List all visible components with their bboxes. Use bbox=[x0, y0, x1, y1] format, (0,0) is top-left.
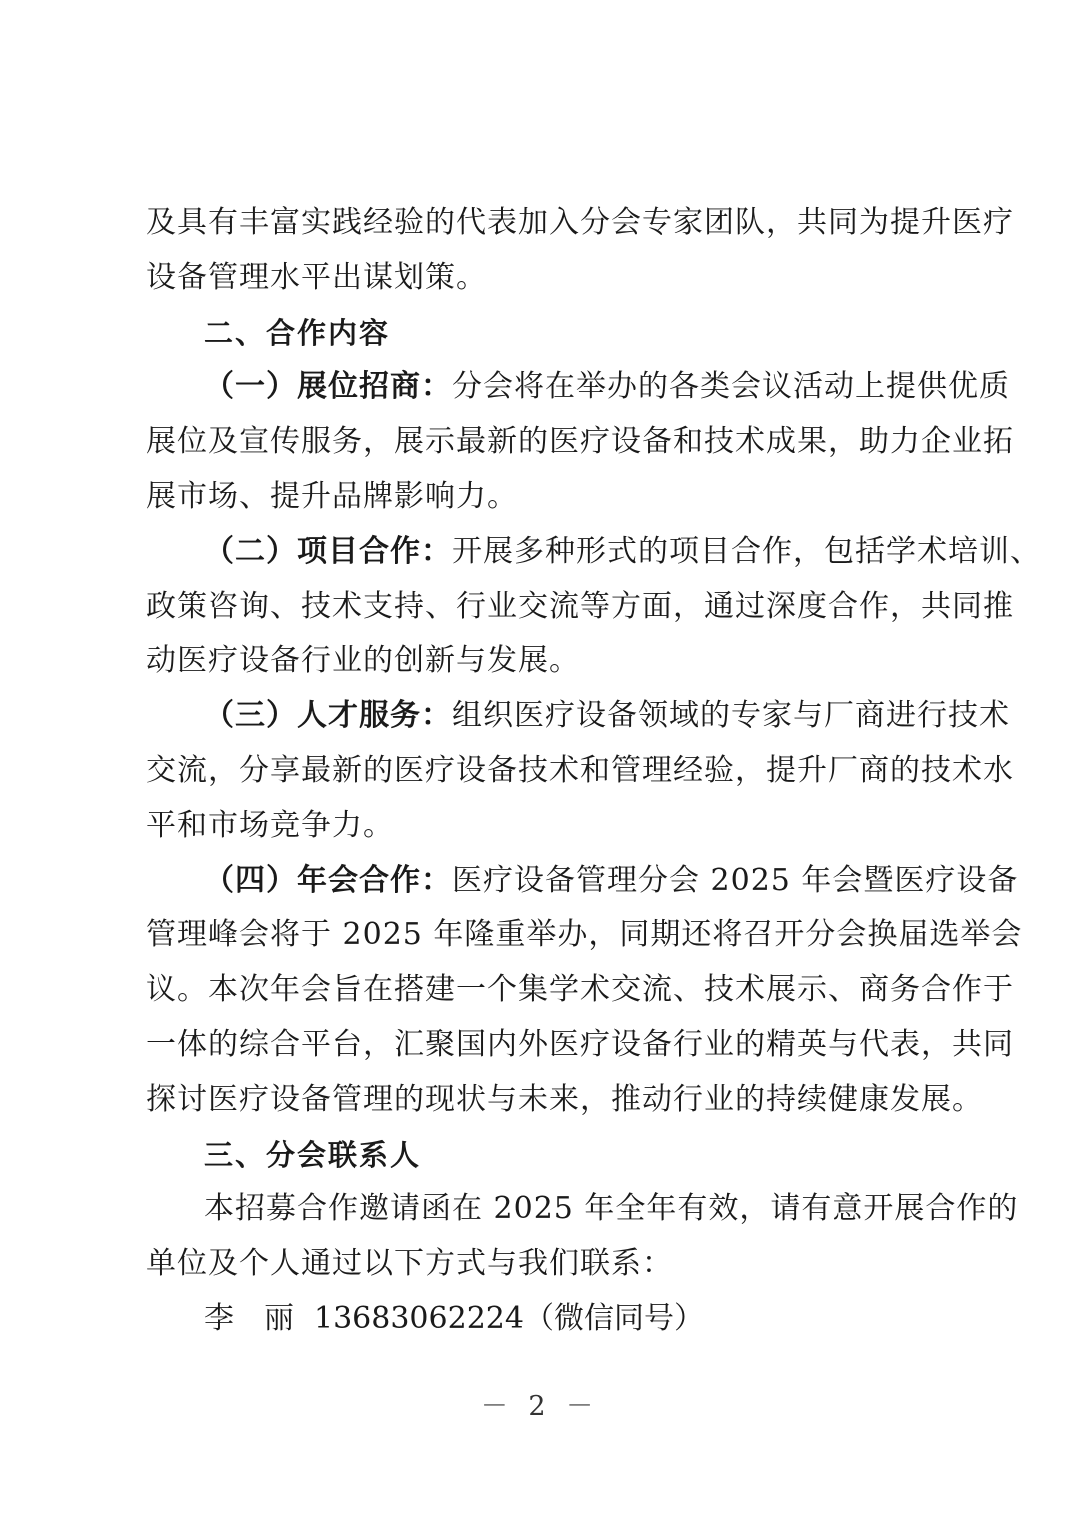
item-booth-line-3: 展市场、提升品牌影响力。 bbox=[146, 478, 518, 514]
item-annual-label: （四）年会合作： bbox=[204, 862, 452, 898]
contact-intro-line-1: 本招募合作邀请函在 2025 年全年有效，请有意开展合作的 bbox=[204, 1191, 1019, 1227]
item-talent-label: （三）人才服务： bbox=[204, 698, 452, 734]
item-talent-text: 组织医疗设备领域的专家与厂商进行技术 bbox=[452, 698, 1010, 734]
intro-line-2: 设备管理水平出谋划策。 bbox=[146, 259, 487, 295]
page-number: － 2 － bbox=[480, 1391, 600, 1422]
item-project-line-2: 政策咨询、技术支持、行业交流等方面，通过深度合作，共同推 bbox=[146, 588, 1014, 624]
contact-name: 李 丽 bbox=[204, 1300, 294, 1336]
item-booth-label: （一）展位招商： bbox=[204, 369, 452, 405]
item-annual-line-3: 议。本次年会旨在搭建一个集学术交流、技术展示、商务合作于 bbox=[146, 972, 1014, 1008]
item-booth-line-2: 展位及宣传服务，展示最新的医疗设备和技术成果，助力企业拓 bbox=[146, 424, 1014, 460]
section-heading-cooperation: 二、合作内容 bbox=[204, 315, 391, 350]
intro-line-1: 及具有丰富实践经验的代表加入分会专家团队，共同为提升医疗 bbox=[146, 205, 1014, 240]
item-annual-text: 医疗设备管理分会 2025 年会暨医疗设备 bbox=[452, 862, 1019, 898]
item-booth-line-1 bbox=[146, 360, 1010, 415]
item-talent-line-1 bbox=[146, 689, 1010, 744]
item-project-line-1 bbox=[146, 525, 1041, 580]
item-project-label: （二）项目合作： bbox=[204, 533, 452, 569]
contact-intro-line-2: 单位及个人通过以下方式与我们联系： bbox=[146, 1246, 673, 1282]
contact-person bbox=[146, 1292, 946, 1347]
item-annual-line-4: 一体的综合平台，汇聚国内外医疗设备行业的精英与代表，共同 bbox=[146, 1026, 1014, 1062]
item-project-line-3: 动医疗设备行业的创新与发展。 bbox=[146, 643, 580, 679]
item-annual-line-1 bbox=[146, 854, 1019, 909]
item-talent-line-3: 平和市场竞争力。 bbox=[146, 807, 394, 843]
item-annual-line-5: 探讨医疗设备管理的现状与未来，推动行业的持续健康发展。 bbox=[146, 1081, 983, 1117]
item-annual-line-2: 管理峰会将于 2025 年隆重举办，同期还将召开分会换届选举会 bbox=[146, 917, 1023, 953]
section-heading-contact: 三、分会联系人 bbox=[204, 1137, 422, 1172]
item-project-text: 开展多种形式的项目合作，包括学术培训、 bbox=[452, 533, 1041, 569]
contact-phone: 13683062224（微信同号） bbox=[314, 1300, 704, 1336]
document-body bbox=[146, 196, 1041, 1347]
item-talent-line-2: 交流，分享最新的医疗设备技术和管理经验，提升厂商的技术水 bbox=[146, 752, 1014, 788]
item-booth-text: 分会将在举办的各类会议活动上提供优质 bbox=[452, 369, 1010, 405]
